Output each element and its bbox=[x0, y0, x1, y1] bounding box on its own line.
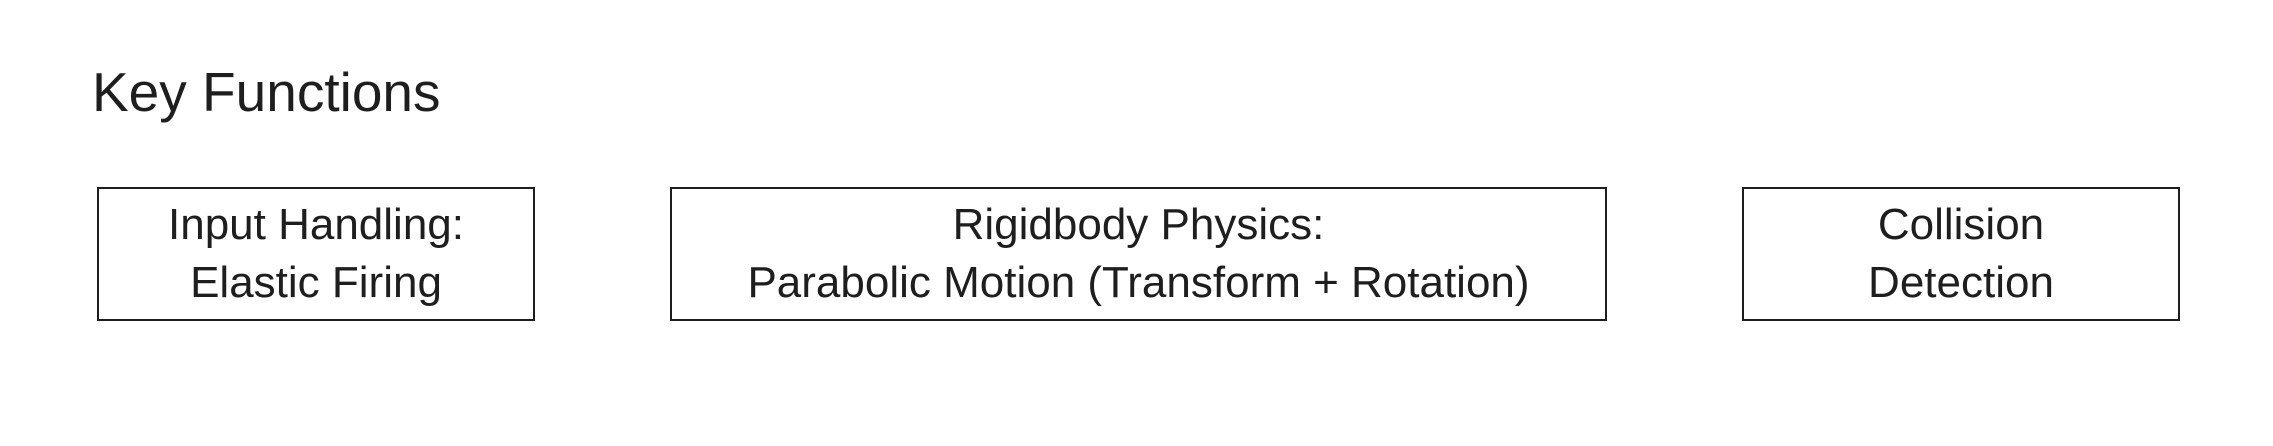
diagram-title: Key Functions bbox=[92, 61, 441, 123]
elastic-firing-label: Elastic Firing bbox=[190, 258, 442, 307]
detection-label: Detection bbox=[1868, 258, 2054, 307]
collision-detection-box bbox=[1742, 187, 2180, 321]
parabolic-motion-label: Parabolic Motion (Transform + Rotation) bbox=[747, 258, 1530, 307]
collision-label: Collision bbox=[1877, 200, 2045, 249]
rigidbody-physics-box bbox=[670, 187, 1607, 321]
input-handling-label: Input Handling: bbox=[168, 200, 464, 249]
rigidbody-physics-label: Rigidbody Physics: bbox=[952, 200, 1325, 249]
input-handling-box bbox=[97, 187, 535, 321]
